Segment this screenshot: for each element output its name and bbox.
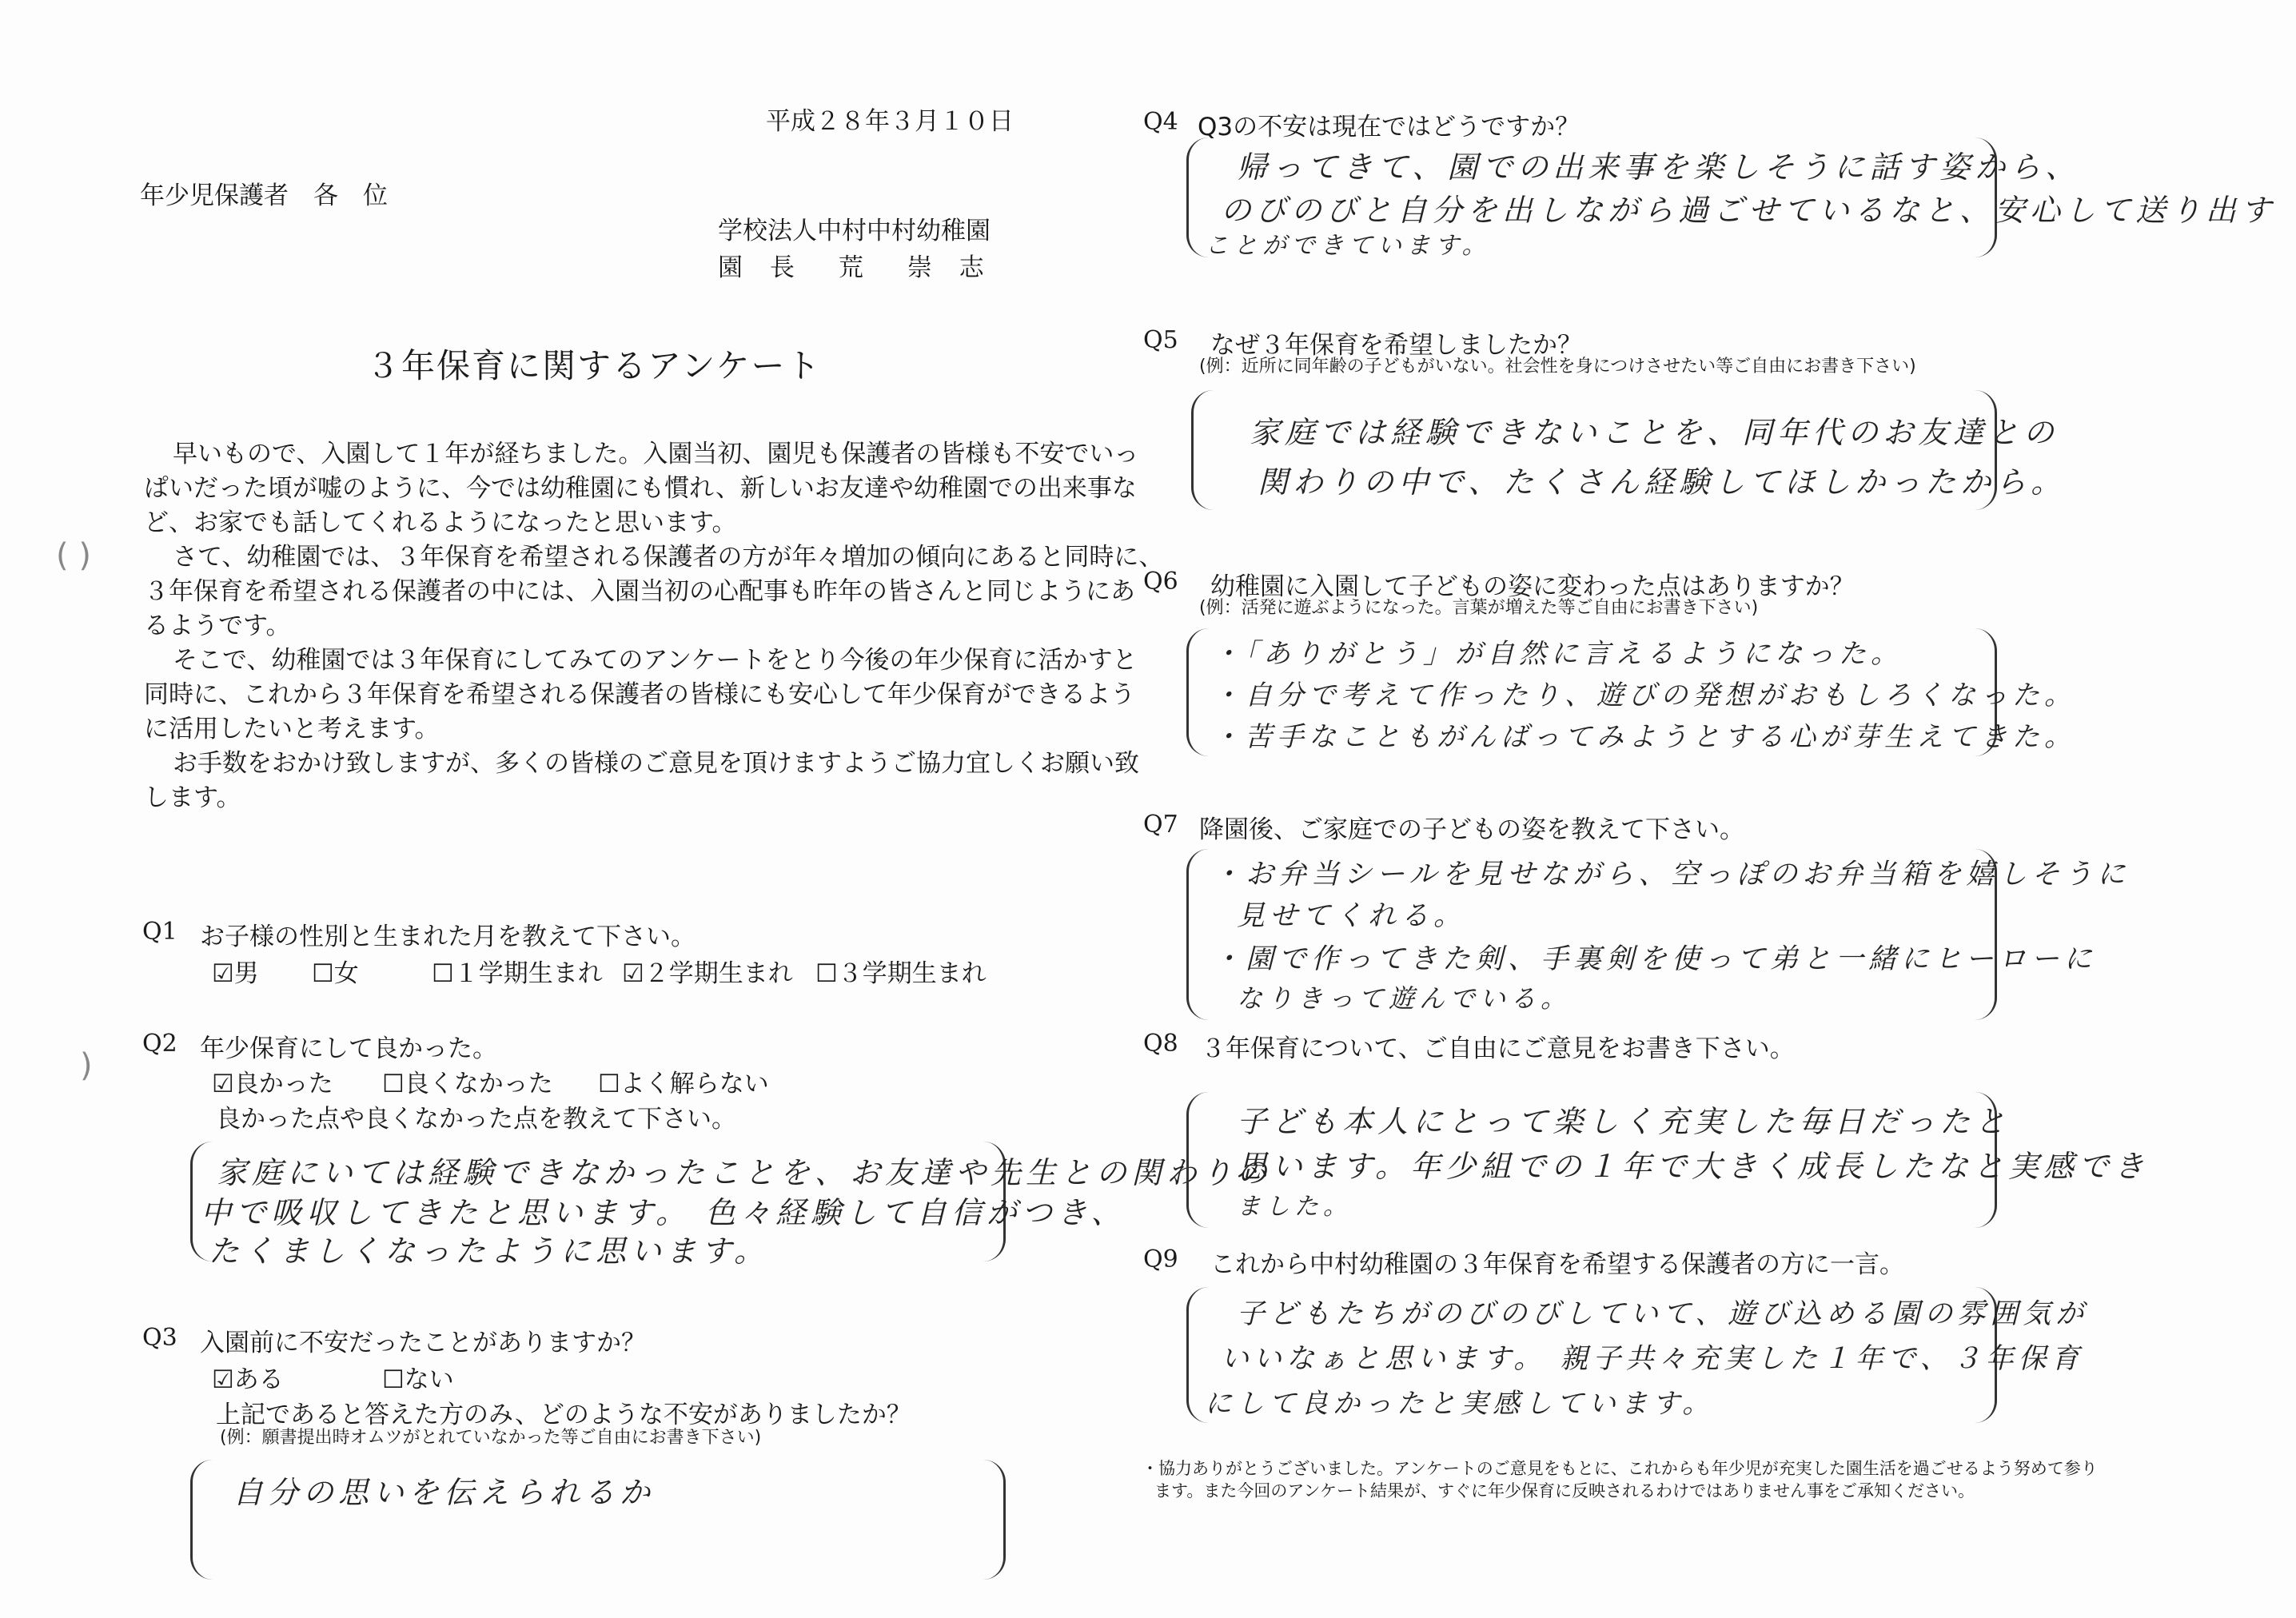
q2-text: 年少保育にして良かった。: [200, 1034, 497, 1063]
date: 平成２８年３月１０日: [766, 107, 1014, 136]
q1-option-female[interactable]: ☐女: [312, 959, 359, 988]
q3-text: 入園前に不安だったことがありますか？: [200, 1329, 646, 1357]
q2-answer-line: 家庭にいては経験できなかったことを、お友達や先生との関わりの: [217, 1155, 1273, 1190]
q7-text: 降園後、ご家庭での子どもの姿を教えて下さい。: [1199, 815, 1744, 844]
q1-text: お子様の性別と生まれた月を教えて下さい。: [200, 923, 696, 951]
q9-answer-line: 子どもたちがのびのびしていて、遊び込める園の雰囲気が: [1237, 1298, 2089, 1330]
school-name: 学校法人中村中村幼稚園: [718, 217, 991, 245]
checked-box-icon: ☑: [212, 959, 234, 988]
q1-option-term2[interactable]: ☑２学期生まれ: [622, 959, 793, 988]
q1-option-term1[interactable]: ☐１学期生まれ: [432, 959, 603, 988]
recipient: 年少児保護者 各 位: [140, 181, 388, 210]
q6-answer-line: ・苦手なこともがんばってみようとする心が芽生えてきた。: [1213, 721, 2076, 753]
q3-answer-box[interactable]: [190, 1460, 1006, 1580]
checked-box-icon: ☑: [622, 959, 644, 988]
q2-option-not-good[interactable]: ☐良くなかった: [382, 1070, 553, 1098]
q4-number: Q4: [1143, 108, 1178, 136]
q5-answer-box[interactable]: [1191, 390, 2067, 510]
q7-number: Q7: [1143, 811, 1178, 839]
checkbox-icon: ☐: [382, 1070, 405, 1098]
q5-example: (例：近所に同年齢の子どもがいない。社会性を身につけさせたい等ご自由にお書き下さい): [1199, 357, 1916, 377]
q4-answer-line: ことができています。: [1205, 232, 1491, 260]
q6-text: 幼稚園に入園して子どもの姿に変わった点はありますか？: [1210, 572, 1855, 601]
q5-number: Q5: [1143, 326, 1178, 354]
footer-note-line: ・協力ありがとうございました。アンケートのご意見をもとに、これからも年少児が充実した園生活を過ごせるよう努めて参り: [1142, 1459, 2098, 1478]
footer-note-line: ます。また今回のアンケート結果が、すぐに年少保育に反映されるわけではありません事をご承知ください。: [1154, 1481, 1975, 1500]
binding-mark: ): [80, 1047, 93, 1084]
q3-example: (例：願書提出時オムツがとれていなかった等ご自由にお書き下さい): [220, 1428, 762, 1448]
q5-answer-line: 家庭では経験できないことを、同年代のお友達との: [1250, 415, 2059, 450]
q6-answer-line: ・「ありがとう」が自然に言えるようになった。: [1213, 638, 1903, 670]
q7-answer-line: 見せてくれる。: [1237, 900, 1467, 932]
intro-line: ３年保育を希望される保護者の中には、入園当初の心配事も昨年の皆さんと同じようにあ: [144, 577, 1135, 606]
q3-option-no[interactable]: ☐ない: [382, 1365, 454, 1394]
q9-answer-box[interactable]: [1186, 1287, 2089, 1423]
q9-text: これから中村幼稚園の３年保育を希望する保護者の方に一言。: [1210, 1250, 1904, 1279]
q6-answer-line: ・自分で考えて作ったり、遊びの発想がおもしろくなった。: [1213, 679, 2076, 711]
q2-subquestion: 良かった点や良くなかった点を教えて下さい。: [216, 1105, 736, 1134]
intro-line: るようです。: [144, 612, 291, 640]
checked-box-icon: ☑: [212, 1365, 234, 1394]
q8-number: Q8: [1143, 1030, 1178, 1058]
q8-answer-box[interactable]: [1186, 1092, 2149, 1228]
q3-option-yes[interactable]: ☑ある: [212, 1365, 284, 1394]
checkbox-icon: ☐: [432, 959, 454, 988]
q4-answer-line: 帰ってきて、園での出来事を楽しそうに話す姿から、: [1237, 149, 2081, 185]
intro-line: します。: [144, 783, 241, 812]
q8-text: ３年保育について、ご自由にご意見をお書き下さい。: [1201, 1034, 1795, 1063]
page-title: ３年保育に関するアンケート: [366, 346, 822, 385]
q8-answer-line: 子ども本人にとって楽しく充実した毎日だったと: [1237, 1104, 2011, 1139]
q6-example: (例：活発に遊ぶようになった。言葉が増えた等ご自由にお書き下さい): [1199, 598, 1759, 618]
checkbox-icon: ☐: [815, 959, 838, 988]
q5-text: なぜ３年保育を希望しましたか？: [1210, 331, 1582, 360]
q4-answer-line: のびのびと自分を出しながら過ごせているなと、安心して送り出す: [1221, 193, 2277, 228]
intro-line: そこで、幼稚園では３年保育にしてみてのアンケートをとり今後の年少保育に活かすと: [173, 646, 1138, 675]
q5-answer-line: 関わりの中で、たくさん経験してほしかったから。: [1258, 464, 2067, 500]
checkbox-icon: ☐: [312, 959, 334, 988]
q1-number: Q1: [142, 918, 177, 946]
q1-option-male[interactable]: ☑男: [212, 959, 259, 988]
q6-number: Q6: [1143, 568, 1178, 596]
intro-line: ど、お家でも話してくれるようになったと思います。: [144, 508, 737, 537]
intro-line: お手数をおかけ致しますが、多くの皆様のご意見を頂けますようご協力宜しくお願い致: [173, 749, 1139, 778]
q2-option-unsure[interactable]: ☐よく解らない: [598, 1070, 769, 1098]
q8-answer-line: 思います。年少組での１年で大きく成長したなと実感でき: [1237, 1149, 2149, 1184]
q9-answer-line: にして良かったと実感しています。: [1205, 1388, 1715, 1420]
q4-answer-box[interactable]: [1186, 137, 2277, 260]
q4-text: Q3の不安は現在ではどうですか？: [1198, 113, 1580, 141]
intro-line: 同時に、これから３年保育を希望される保護者の皆様にも安心して年少保育ができるよう: [144, 680, 1135, 709]
q2-answer-line: 中で吸収してきたと思います。 色々経験して自信がつき、: [201, 1195, 1126, 1230]
intro-line: に活用したいと考えます。: [144, 715, 440, 743]
q6-answer-box[interactable]: [1186, 628, 2076, 756]
intro-line: 早いもので、入園して１年が経ちました。入園当初、園児も保護者の皆様も不安でいっ: [173, 440, 1139, 468]
q3-number: Q3: [142, 1324, 177, 1352]
q3-answer-line: 自分の思いを伝えられるか: [233, 1475, 656, 1510]
intro-line: さて、幼稚園では、３年保育を希望される保護者の方が年々増加の傾向にあると同時に、: [173, 543, 1164, 572]
q7-answer-line: なりきって遊んでいる。: [1237, 983, 1572, 1014]
q8-answer-line: ました。: [1237, 1193, 1352, 1221]
q2-answer-line: たくましくなったように思います。: [209, 1233, 769, 1269]
checkbox-icon: ☐: [382, 1365, 405, 1394]
q9-answer-line: いいなぁと思います。 親子共々充実した１年で、３年保育: [1221, 1343, 2084, 1375]
q3-subquestion: 上記であると答えた方のみ、どのような不安がありましたか？: [216, 1401, 911, 1429]
intro-line: ぱいだった頃が嘘のように、今では幼稚園にも慣れ、新しいお友達や幼稚園での出来事な: [144, 474, 1137, 503]
q2-option-good[interactable]: ☑良かった: [212, 1070, 333, 1098]
checked-box-icon: ☑: [212, 1070, 234, 1098]
checkbox-icon: ☐: [598, 1070, 620, 1098]
q7-answer-line: ・園で作ってきた剣、手裏剣を使って弟と一緒にヒーローに: [1213, 943, 2097, 975]
q2-number: Q2: [142, 1030, 177, 1058]
q1-option-term3[interactable]: ☐３学期生まれ: [815, 959, 987, 988]
binding-mark: ( ): [56, 537, 91, 574]
q7-answer-box[interactable]: [1186, 849, 2131, 1020]
q9-number: Q9: [1143, 1245, 1178, 1273]
q7-answer-line: ・お弁当シールを見せながら、空っぽのお弁当箱を嬉しそうに: [1213, 859, 2131, 891]
principal-name: 園 長 荒 崇 志: [718, 253, 994, 282]
